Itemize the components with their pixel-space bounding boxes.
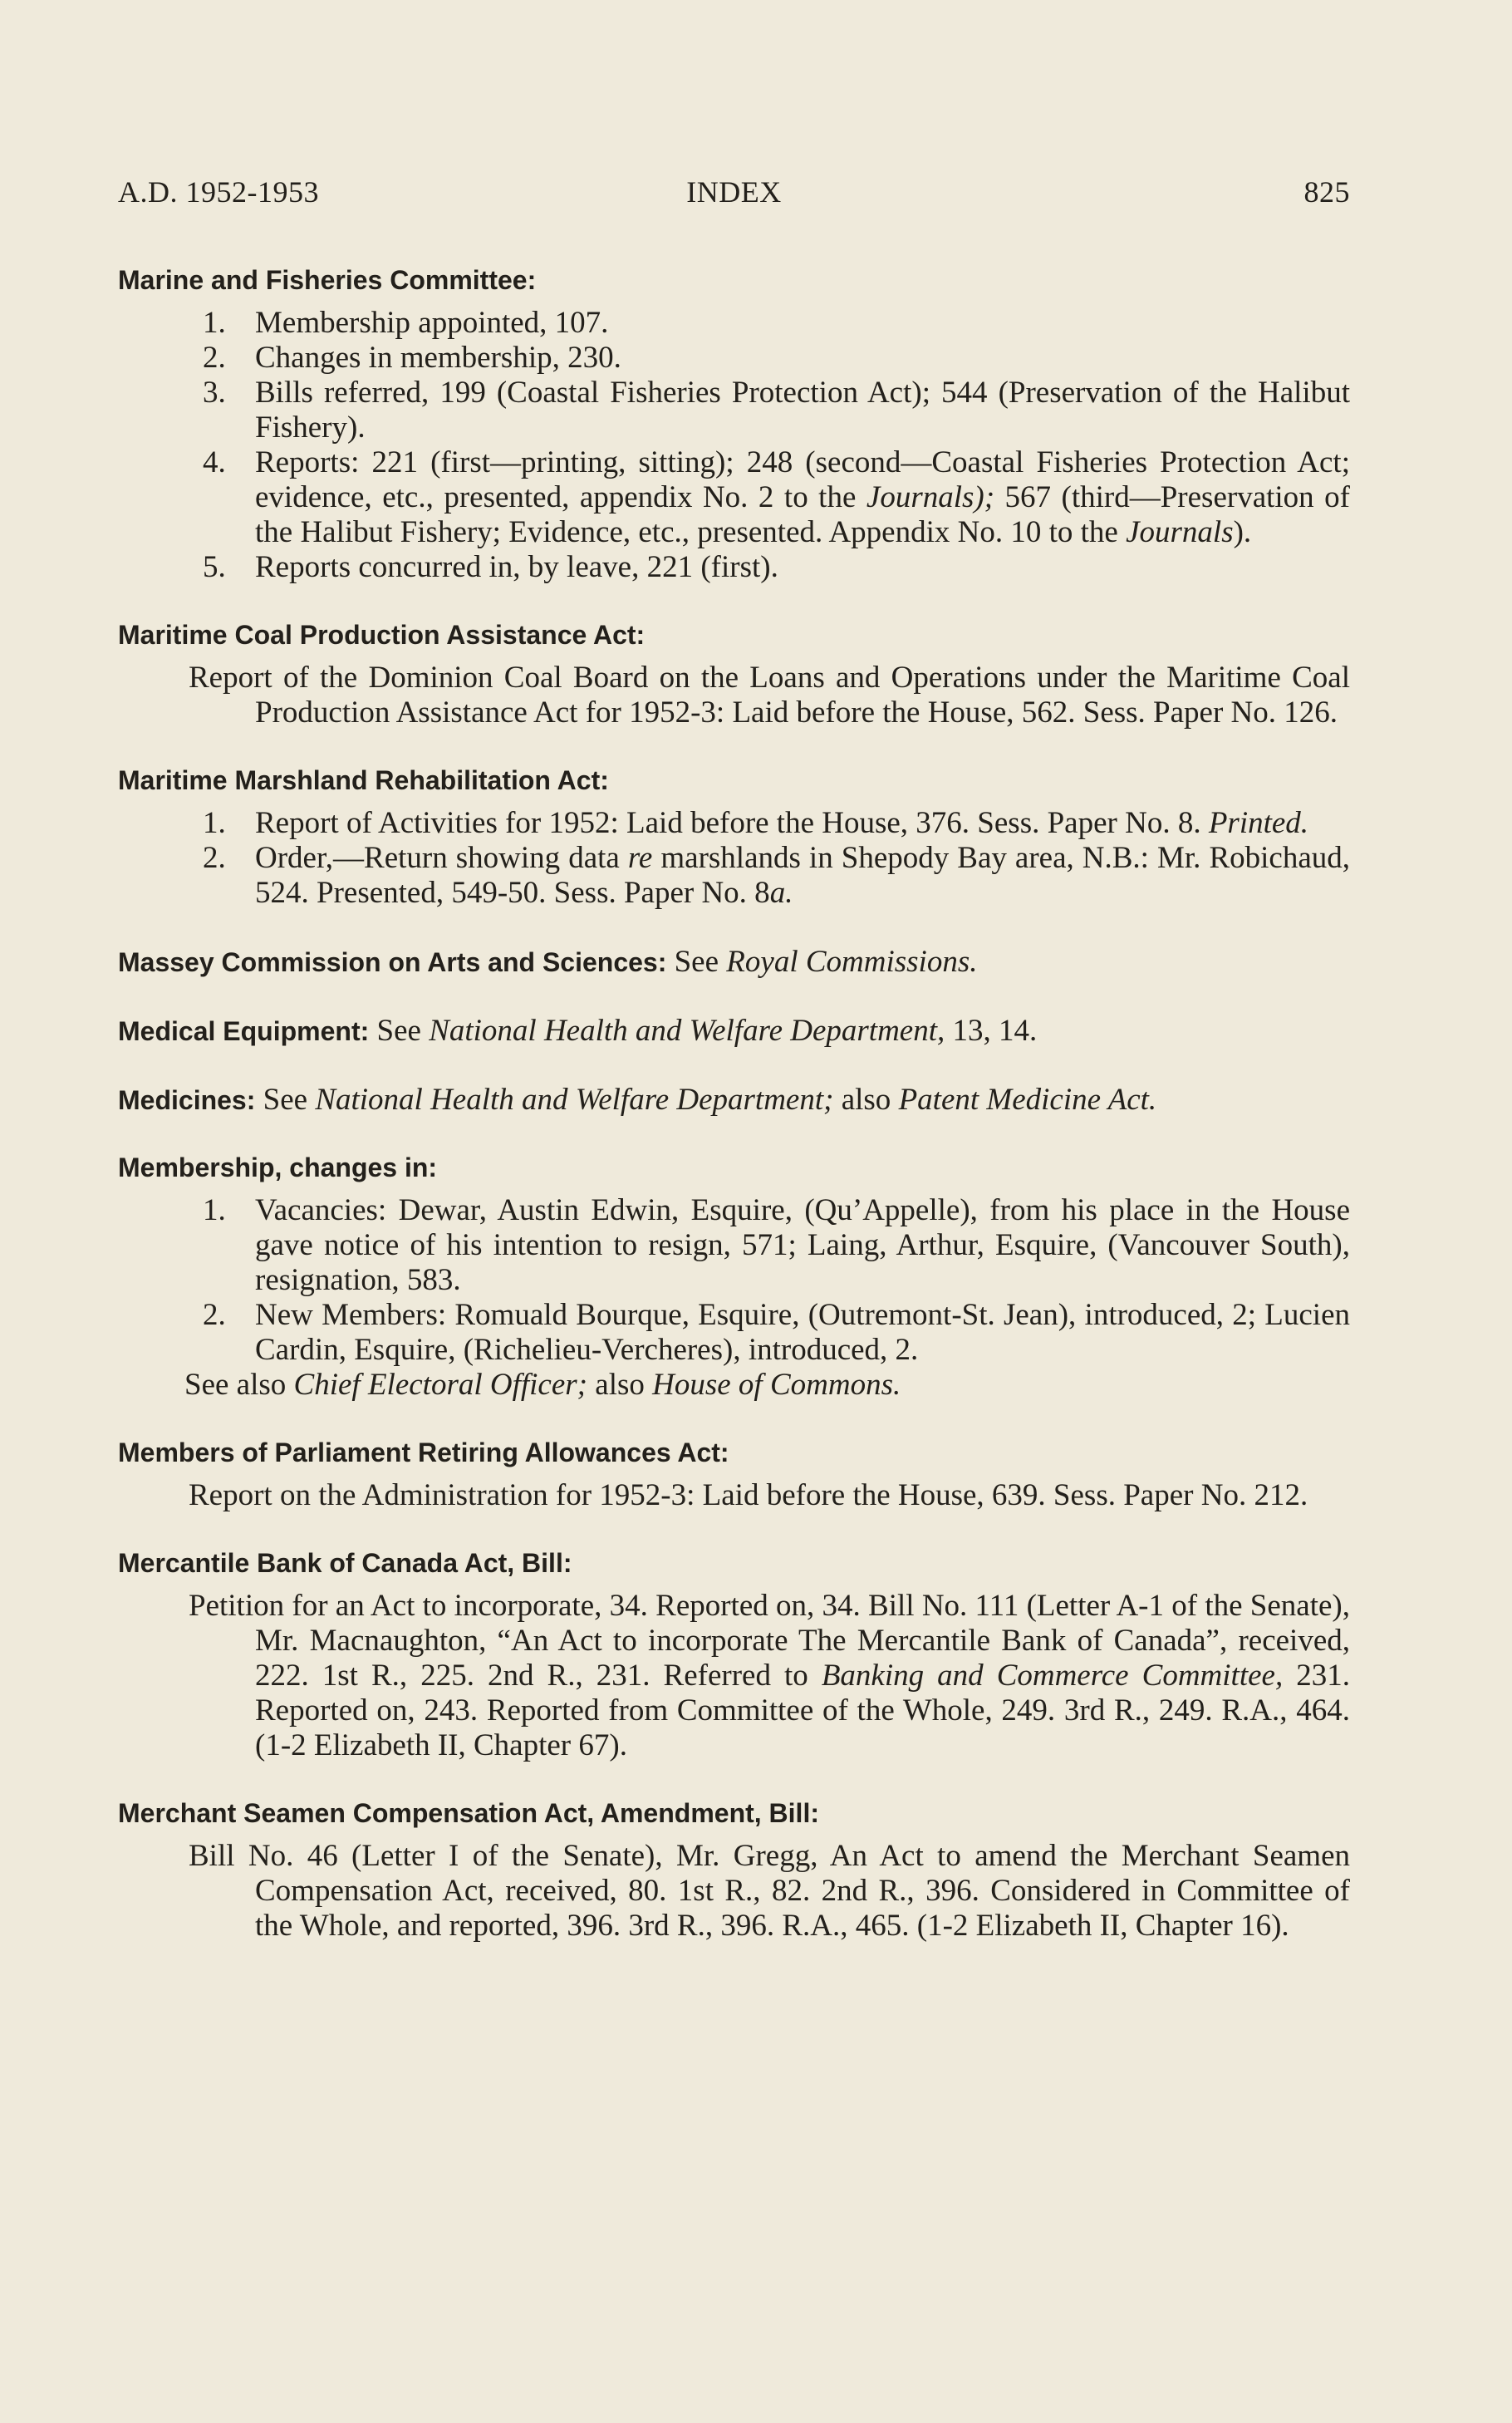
item-number: 1. <box>203 306 226 340</box>
entry-massey-commission <box>118 945 1350 980</box>
cross-reference: National Health and Welfare Department, <box>429 1014 945 1048</box>
entry-heading: Massey Commission on Arts and Sciences: <box>118 947 667 977</box>
cross-reference: National Health and Welfare Department; <box>315 1083 834 1117</box>
list-item <box>118 841 1350 911</box>
item-italic-text: Printed. <box>1208 806 1309 840</box>
item-number: 2. <box>203 841 226 875</box>
list-item <box>118 376 1350 445</box>
entry-text-part: Petition for an Act to incorporate, 34. Reported on, 34. Bill No. 111 (Letter A-1 of the Senate), Mr. Macnaughton, “An Act to incorporate The Mercantile Bank of Canada”, received, 222. 1st R., 225. 2nd R., 231. Referred to <box>189 1589 1350 1693</box>
list-item <box>118 1193 1350 1298</box>
entry-text-part: 231. Reported on, 243. Reported from Committee of the Whole, 249. 3rd R., 249. R.A., 464. (1-2 Elizabeth II, Chapter 67). <box>255 1659 1350 1762</box>
item-text: Changes in membership, 230. <box>255 341 621 375</box>
item-text: New Members: Romuald Bourque, Esquire, (Outremont-St. Jean), introduced, 2; Lucien Cardin, Esquire, (Richelieu-Vercheres), introduced, 2. <box>255 1298 1350 1367</box>
entry-text: See <box>255 1083 316 1117</box>
entry-items <box>118 306 1350 585</box>
entry-heading: Mercantile Bank of Canada Act, Bill: <box>118 1548 572 1578</box>
cross-reference: Royal Commissions. <box>726 945 978 979</box>
header-date-range: A.D. 1952-1953 <box>118 175 319 209</box>
entry-heading: Maritime Marshland Rehabilitation Act: <box>118 765 609 795</box>
entry-heading: Medicines: <box>118 1085 256 1115</box>
entry-marine-fisheries-committee <box>118 264 1350 585</box>
item-text: Report of Activities for 1952: Laid before the House, 376. Sess. Paper No. 8. <box>255 806 1209 840</box>
item-number: 1. <box>203 806 226 840</box>
see-also-label: See also <box>184 1368 294 1402</box>
item-italic-text: a. <box>769 876 793 910</box>
entry-maritime-coal-production-act <box>118 619 1350 730</box>
entry-text: See <box>666 945 727 979</box>
item-italic-text: Journals <box>1126 515 1234 549</box>
entry-text: Report on the Administration for 1952-3: Laid before the House, 639. Sess. Paper No. 212. <box>189 1478 1308 1512</box>
item-text: Order,—Return showing data <box>255 841 628 875</box>
header-title: INDEX <box>686 175 782 209</box>
list-item <box>118 341 1350 376</box>
item-text: 567 (third—Preservation of the Halibut Fishery; Evidence, etc., presented. Appendix No. 10 to the <box>255 480 1350 549</box>
see-also <box>118 1368 1350 1403</box>
entry-text: See <box>369 1014 430 1048</box>
entry-retiring-allowances-act <box>118 1437 1350 1513</box>
entry-items <box>118 1193 1350 1368</box>
entry-maritime-marshland-act <box>118 764 1350 911</box>
list-item <box>118 1298 1350 1368</box>
item-number: 2. <box>203 341 226 375</box>
cross-reference: Patent Medicine Act. <box>898 1083 1157 1117</box>
index-content <box>118 264 1350 1978</box>
item-italic-text: Journals); <box>866 480 995 514</box>
entry-medicines <box>118 1083 1350 1118</box>
running-head <box>118 174 1350 211</box>
list-item <box>118 445 1350 550</box>
entry-text: Report of the Dominion Coal Board on the Loans and Operations under the Maritime Coal Production Assistance Act for 1952-3: Laid before the House, 562. Sess. Paper No. 126. <box>189 661 1350 730</box>
list-item <box>118 550 1350 585</box>
cross-reference: Banking and Commerce Committee, <box>821 1659 1284 1693</box>
item-number: 3. <box>203 376 226 410</box>
entry-merchant-seamen-bill <box>118 1797 1350 1944</box>
entry-heading: Maritime Coal Production Assistance Act: <box>118 620 646 650</box>
list-item <box>118 306 1350 341</box>
cross-reference: House of Commons. <box>652 1368 901 1402</box>
entry-text: also <box>587 1368 653 1402</box>
entry-items <box>118 806 1350 911</box>
item-number: 2. <box>203 1298 226 1332</box>
item-text: Bills referred, 199 (Coastal Fisheries Protection Act); 544 (Preservation of the Halibut Fishery). <box>255 376 1350 445</box>
list-item <box>118 806 1350 841</box>
item-number: 1. <box>203 1193 226 1227</box>
item-text: Reports: 221 (first—printing, sitting); 248 (second—Coastal Fisheries Protection Act; evidence, etc., presented, appendix No. 2 to the <box>255 445 1350 514</box>
item-text: ). <box>1233 515 1252 549</box>
entry-heading: Marine and Fisheries Committee: <box>118 265 537 295</box>
entry-medical-equipment <box>118 1014 1350 1049</box>
entry-mercantile-bank-bill <box>118 1547 1350 1763</box>
entry-text <box>118 1589 1350 1763</box>
item-number: 4. <box>203 445 226 479</box>
entry-heading: Members of Parliament Retiring Allowances Act: <box>118 1438 729 1467</box>
entry-membership-changes <box>118 1152 1350 1403</box>
item-text: Reports concurred in, by leave, 221 (first). <box>255 550 778 584</box>
item-text: marshlands in Shepody Bay area, N.B.: Mr. Robichaud, 524. Presented, 549-50. Sess. Paper No. 8 <box>255 841 1351 910</box>
item-text: Vacancies: Dewar, Austin Edwin, Esquire, (Qu’Appelle), from his place in the House gave notice of his intention to resign, 571; Laing, Arthur, Esquire, (Vancouver South), resignation, 583. <box>255 1193 1350 1297</box>
entry-text: also <box>833 1083 899 1117</box>
entry-text: Bill No. 46 (Letter I of the Senate), Mr. Gregg, An Act to amend the Merchant Seamen Compensation Act, received, 80. 1st R., 82. 2nd R., 396. Considered in Committee of the Whole, and reported, 396. 3rd R., 396. R.A., 465. (1-2 Elizabeth II, Chapter 16). <box>189 1839 1350 1943</box>
entry-text: 13, 14. <box>945 1014 1038 1048</box>
entry-heading: Medical Equipment: <box>118 1016 370 1046</box>
item-number: 5. <box>203 550 226 584</box>
cross-reference: Chief Electoral Officer; <box>293 1368 588 1402</box>
item-text: Membership appointed, 107. <box>255 306 609 340</box>
page-number: 825 <box>1303 175 1350 209</box>
item-italic-text: re <box>627 841 653 875</box>
entry-heading: Merchant Seamen Compensation Act, Amendment, Bill: <box>118 1798 819 1828</box>
entry-heading: Membership, changes in: <box>118 1153 438 1182</box>
